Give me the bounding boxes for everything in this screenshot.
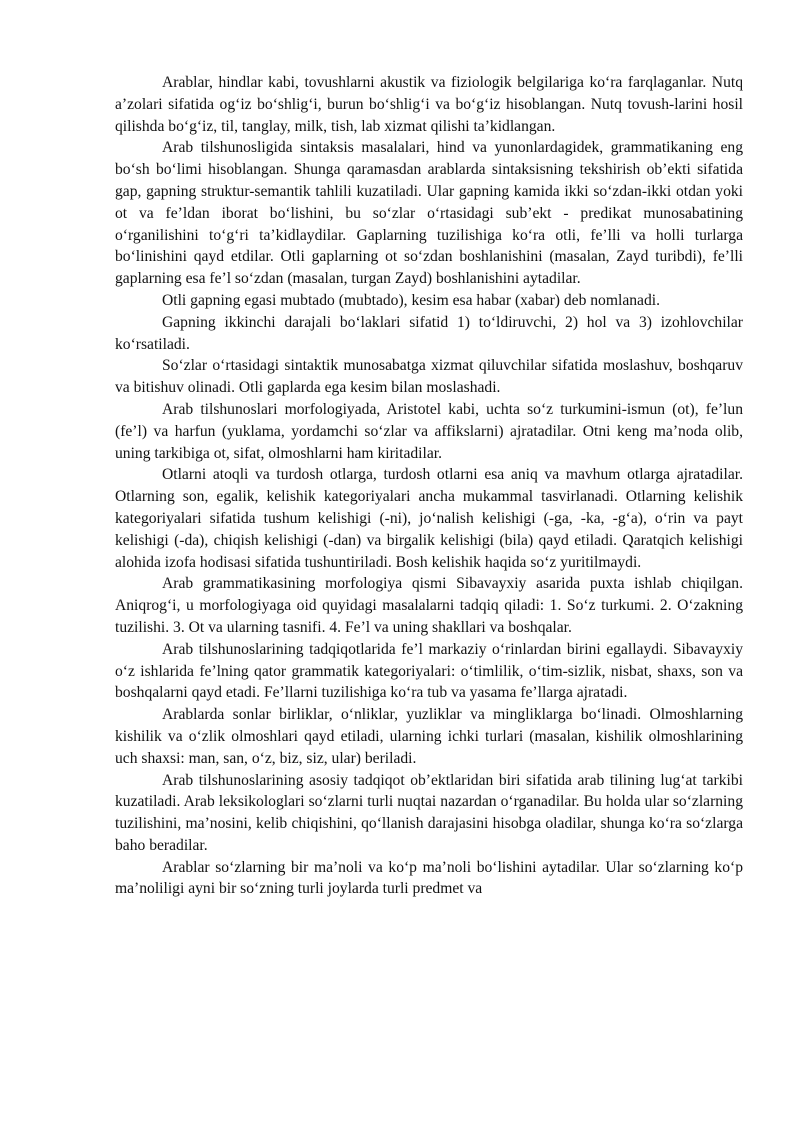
paragraph-1: Arablar, hindlar kabi, tovushlarni akustik va fiziologik belgilariga ko‘ra farqlaganlar. Nutq a’zolari sifatida og‘iz bo‘shlig‘i, burun bo‘shlig‘i va bo‘g‘iz hisoblangan. Nutq tovush-larini hosil qilishda bo‘g‘iz, til, tanglay, milk, tish, lab xizmat qilishi ta’kidlangan.: [115, 74, 743, 135]
paragraph-8: Arab grammatikasining morfologiya qismi Sibavayxiy asarida puxta ishlab chiqilgan. Aniqrog‘i, u morfologiyaga oid quyidagi masalalarni tadqiq qiladi: 1. So‘z turkumi. 2. O‘zakning tuzilishi. 3. Ot va ularning tasnifi. 4. Fe’l va uning shakllari va boshqalar.: [115, 575, 743, 636]
paragraph-5: So‘zlar o‘rtasidagi sintaktik munosabatga xizmat qiluvchilar sifatida moslashuv, boshqaruv va bitishuv olinadi. Otli gaplarda ega kesim bilan moslashadi.: [115, 357, 743, 397]
paragraph-7: Otlarni atoqli va turdosh otlarga, turdosh otlarni esa aniq va mavhum otlarga ajratadilar. Otlarning son, egalik, kelishik kategoriyalari ancha mukammal tasvirlanadi. Otlarning kelishik kategoriyalari sifatida tushum kelishigi (-ni), jo‘nalish kelishigi (-ga, -ka, -g‘a), o‘rin va payt kelishigi (-da), chiqish kelishigi (-dan) va birgalik kelishigi (bila) qayd etiladi. Qaratqich kelishigi alohida izofa hodisasi sifatida tushuntiriladi. Bosh kelishik haqida so‘z yuritilmaydi.: [115, 466, 743, 571]
paragraph-10: Arablarda sonlar birliklar, o‘nliklar, yuzliklar va mingliklarga bo‘linadi. Olmoshlarning kishilik va o‘zlik olmoshlari qayd etiladi, ularning ichki turlari (masalan, kishilik olmoshlarining uch shaxsi: man, san, o‘z, biz, siz, ular) beriladi.: [115, 706, 743, 767]
paragraph-6: Arab tilshunoslari morfologiyada, Aristotel kabi, uchta so‘z turkumini-ismun (ot), fe’lun (fe’l) va harfun (yuklama, yordamchi so‘zlar va affikslarni) ajratadilar. Otni keng ma’noda olib, uning tarkibiga ot, sifat, olmoshlarni ham kiritadilar.: [115, 400, 743, 462]
paragraph-11: Arab tilshunoslarining asosiy tadqiqot ob’ektlaridan biri sifatida arab tilining lug‘at tarkibi kuzatiladi. Arab leksikologlari so‘zlarni turli nuqtai nazardan o‘rganadilar. Bu holda ular so‘zlarning tuzilishini, ma’nosini, kelib chiqishini, qo‘llanish darajasini hisobga oladilar, shunga ko‘ra so‘zlarga baho beradilar.: [115, 771, 743, 854]
paragraph-9: Arab tilshunoslarining tadqiqotlarida fe’l markaziy o‘rinlardan birini egallaydi. Sibavayxiy o‘z ishlarida fe’lning qator grammatik kategoriyalari: o‘timlilik, o‘tim-sizlik, nisbat, shaxs, son va boshqalarni qayd etadi. Fe’llarni tuzilishiga ko‘ra tub va yasama fe’llarga ajratadi.: [115, 640, 743, 702]
paragraph-2: Arab tilshunosligida sintaksis masalalari, hind va yunonlardagidek, grammatikaning eng bo‘sh bo‘limi hisoblangan. Shunga qaramasdan arablarda sintaksisning tekshirish ob’ekti sifatida gap, gapning struktur-semantik tahlili kuzatiladi. Ular gapning kamida ikki so‘zdan-ikki otdan yoki ot va fe’ldan iborat bo‘lishini, bu so‘zlar o‘rtasidagi sub’ekt - predikat munosabatining o‘rganilishini to‘g‘ri ta’kidlaydilar. Gaplarning tuzilishiga ko‘ra otli, fe’lli va holli turlarga bo‘linishini qayd etdilar. Otli gaplarning ot so‘zdan boshlanishini (masalan, Zayd turibdi), fe’lli gaplarning esa fe’l so‘zdan (masalan, turgan Zayd) boshlanishini aytadilar.: [115, 139, 743, 288]
paragraph-4: Gapning ikkinchi darajali bo‘laklari sifatid 1) to‘ldiruvchi, 2) hol va 3) izohlovchilar ko‘rsatiladi.: [115, 313, 743, 353]
paragraph-12: Arablar so‘zlarning bir ma’noli va ko‘p ma’noli bo‘lishini aytadilar. Ular so‘zlarning ko‘p ma’noliligi ayni bir so‘zning turli joylarda turli predmet va: [115, 858, 743, 898]
document-page: [115, 72, 743, 900]
paragraph-3: Otli gapning egasi mubtado (mubtado), kesim esa habar (xabar) deb nomlanadi.: [162, 291, 660, 309]
